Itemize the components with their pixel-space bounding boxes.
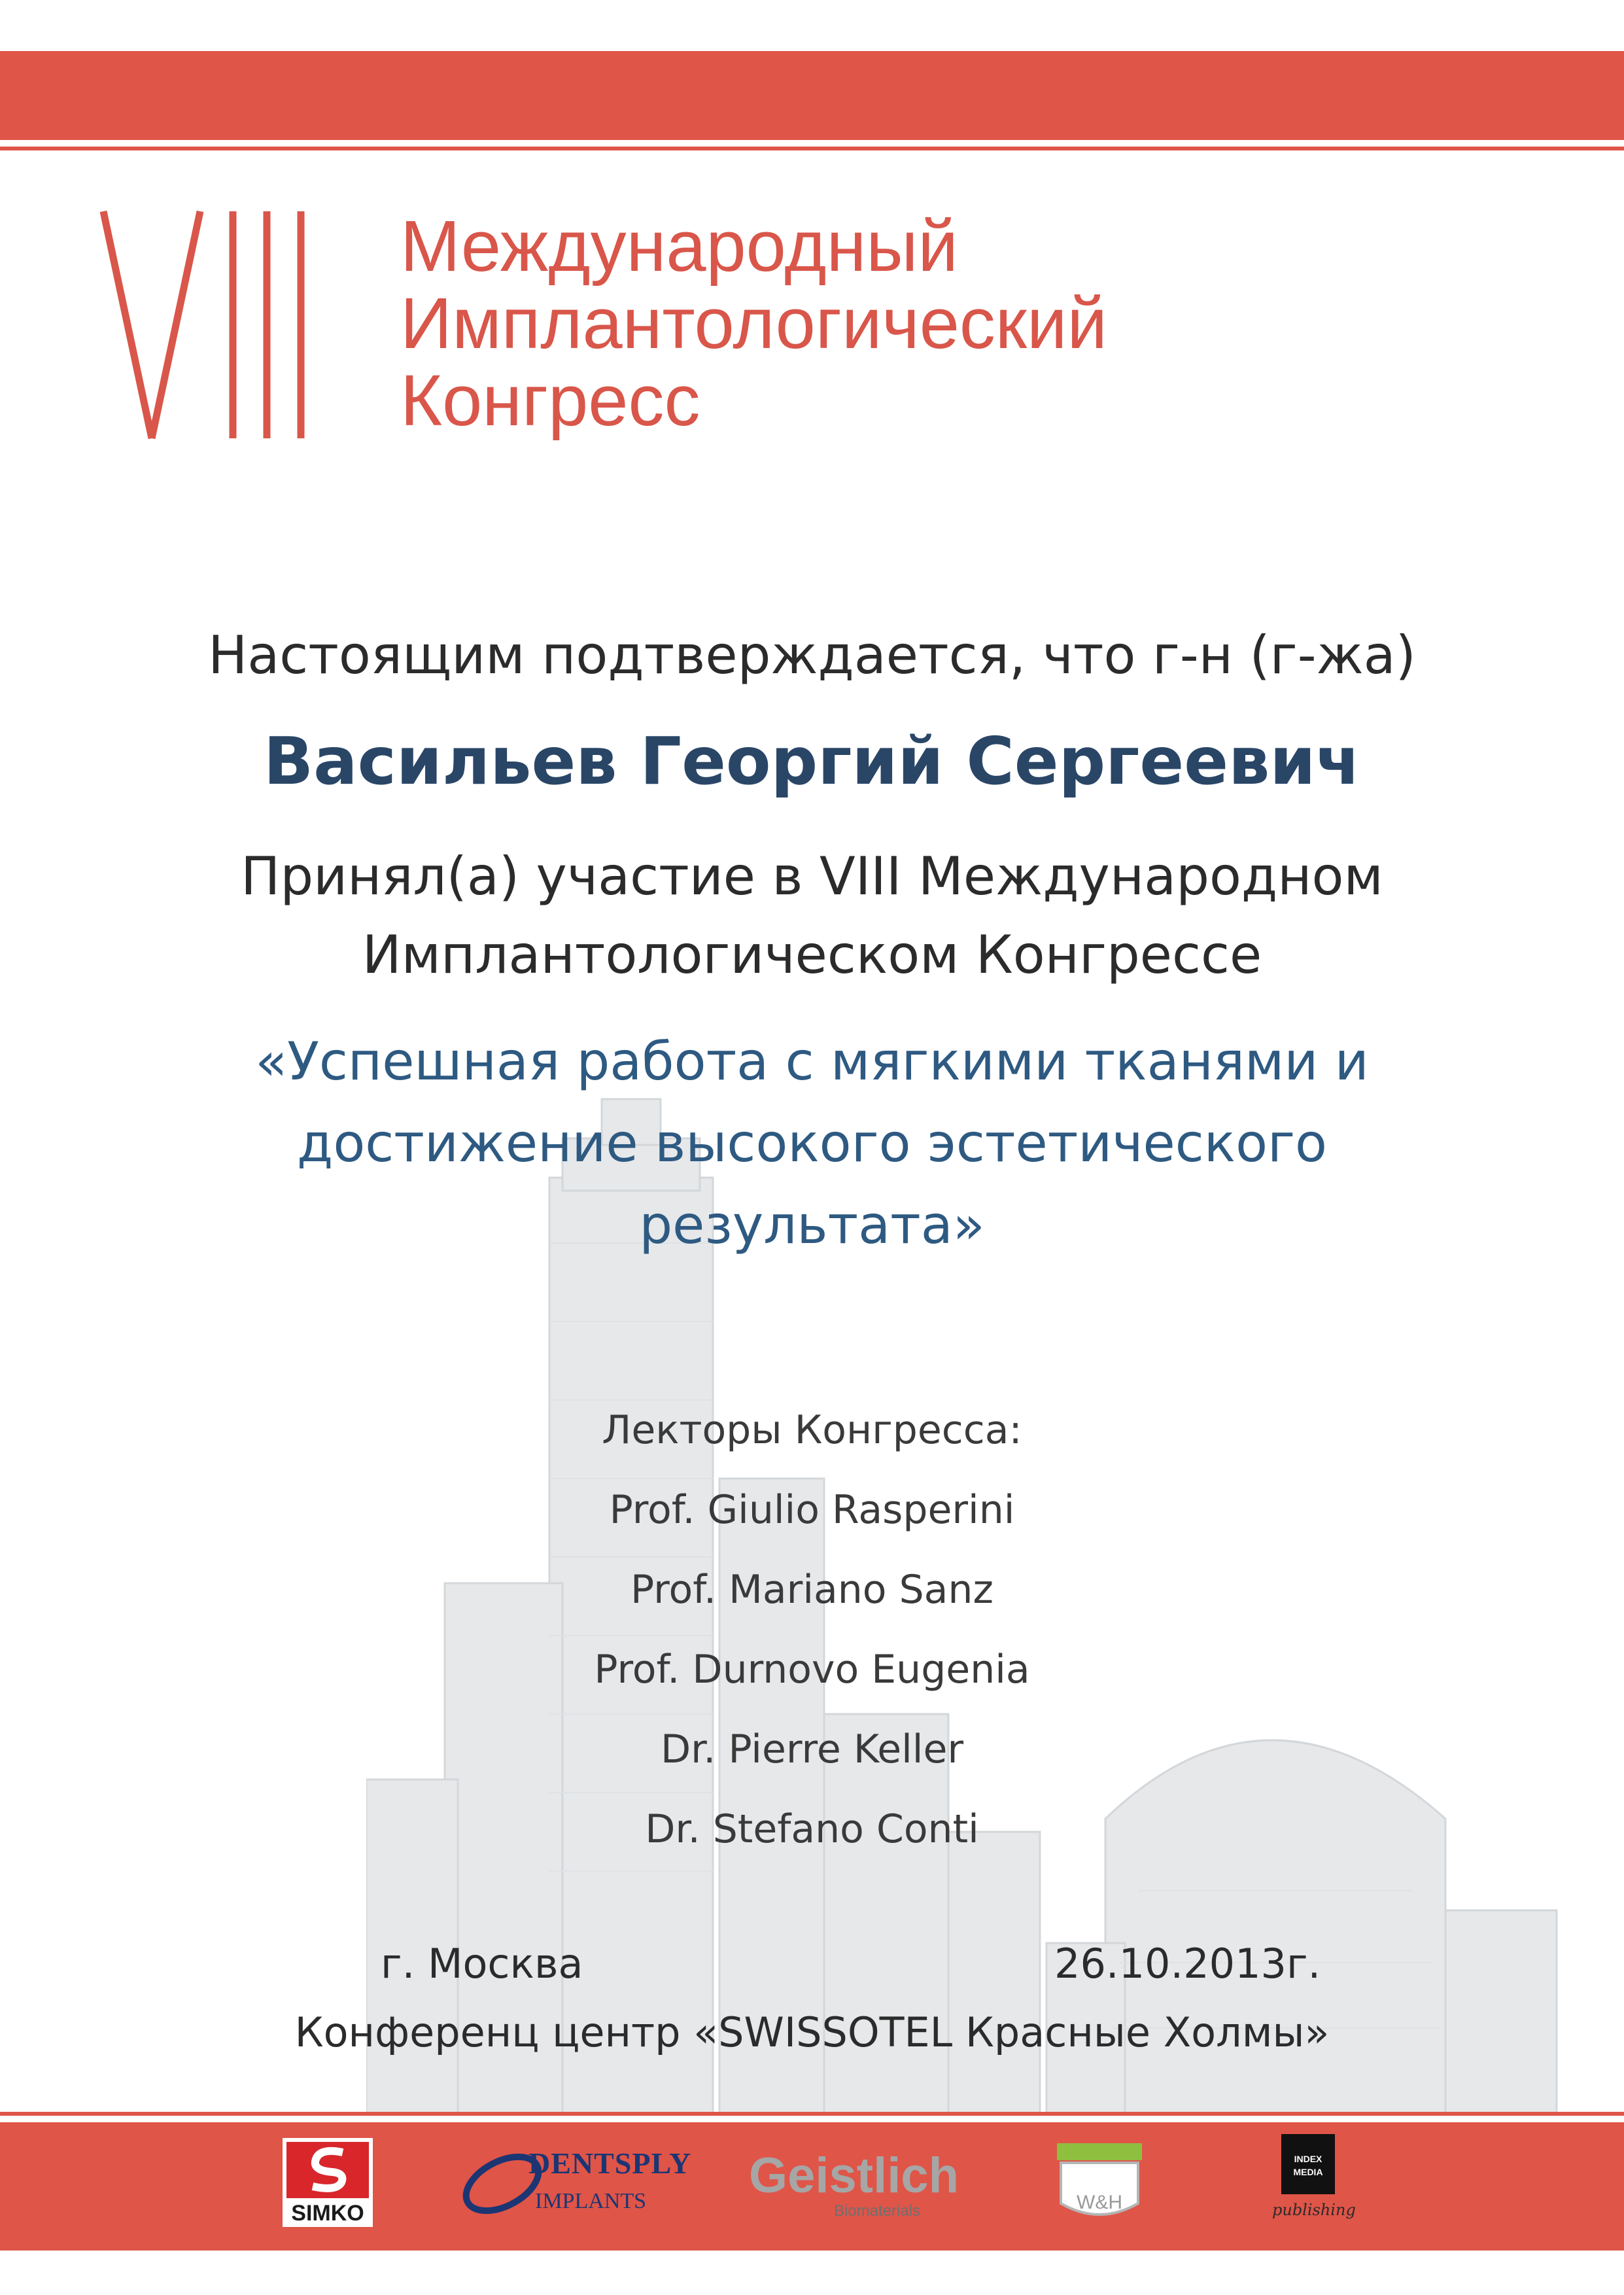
dentsply-logo [450,2138,692,2227]
media-text: MEDIA [1293,2167,1323,2177]
simko-logo [283,2138,373,2227]
dentsply-sub: IMPLANTS [535,2189,647,2213]
dentsply-name: DENTSPLY [528,2146,692,2180]
roman-numeral-logo [98,208,340,444]
index-media-logo [1272,2134,1356,2232]
dentsply-swoosh-icon [450,2138,542,2227]
wh-logo [1054,2141,1145,2226]
event-city: г. Москва [381,1940,583,1988]
participation-text [0,837,1624,994]
lecturer-name: Prof. Mariano Sanz [631,1567,993,1613]
lecturer-name: Prof. Giulio Rasperini [609,1487,1015,1533]
participation-line: Имплантологическом Конгрессе [362,924,1262,985]
participation-line: Принял(а) участие в VIII Международном [241,846,1383,907]
lecturers-heading: Лекторы Конгресса: [602,1407,1022,1453]
geistlich-name: Geistlich [749,2148,959,2203]
event-venue: Конференц центр «SWISSOTEL Красные Холмы» [294,2008,1330,2056]
top-red-band [0,51,1624,140]
lecturer-name: Dr. Pierre Keller [660,1726,964,1772]
title-line: Конгресс [400,360,700,441]
index-media-block [1281,2134,1335,2194]
lecturer-name: Dr. Stefano Conti [645,1806,979,1852]
top-red-rule [0,147,1624,150]
geistlich-logo [742,2138,965,2227]
lecturer-name: Prof. Durnovo Eugenia [594,1647,1030,1692]
title-line: Имплантологический [400,283,1107,364]
publishing-text: publishing [1272,2201,1356,2219]
bottom-red-rule [0,2112,1624,2116]
wh-text: W&H [1077,2192,1122,2213]
topic-line: результата» [639,1195,985,1255]
title-line: Международный [400,206,958,287]
confirmation-text: Настоящим подтверждается, что г-н (г-жа) [208,625,1416,686]
topic-line: достижение высокого эстетического [297,1113,1327,1174]
geistlich-sub: Biomaterials [834,2202,921,2220]
simko-emblem [286,2142,369,2198]
participant-name: Васильев Георгий Сергеевич [263,723,1361,799]
congress-topic [0,1021,1624,1266]
event-date: 26.10.2013г. [1054,1940,1321,1988]
index-text: INDEX [1294,2154,1322,2164]
lecturers-list [0,1390,1624,1869]
topic-line: «Успешная работа с мягкими тканями и [255,1031,1369,1092]
simko-text: SIMKO [291,2201,364,2226]
congress-title [400,208,1107,440]
